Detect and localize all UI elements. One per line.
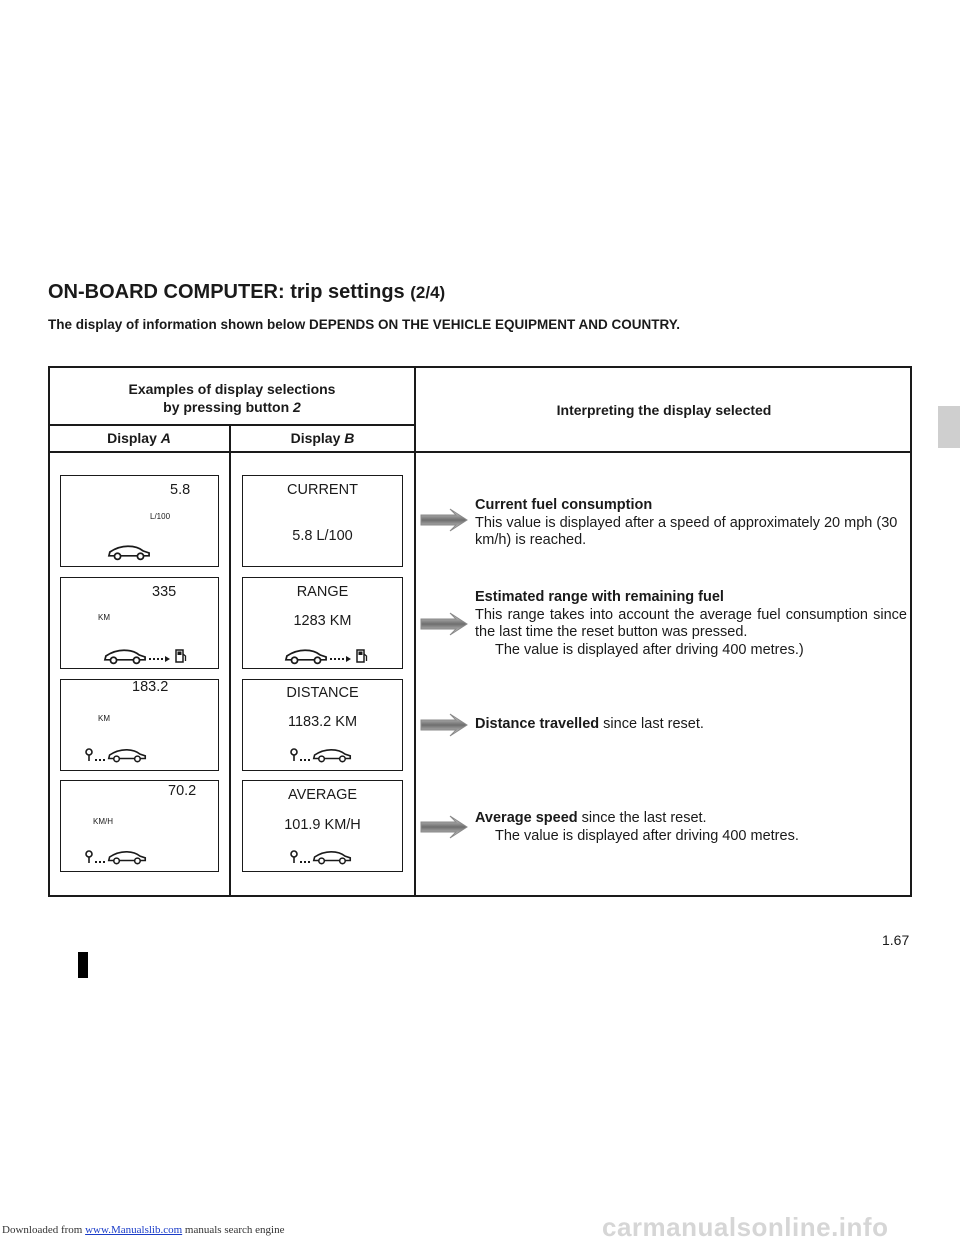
display-b-value: 5.8 L/100 <box>292 528 353 544</box>
watermark: carmanualsonline.info <box>602 1212 889 1242</box>
table-divider <box>48 424 415 426</box>
display-b-label: Display <box>290 430 341 446</box>
footer-prefix: Downloaded from <box>2 1224 86 1236</box>
pin-to-car-icon <box>290 848 352 866</box>
display-a-value: 5.8 <box>170 482 191 498</box>
display-b-value: 101.9 KM/H <box>284 817 361 833</box>
display-a-value: 183.2 <box>132 679 169 695</box>
display-b-title: RANGE <box>296 584 349 600</box>
description-distance <box>475 716 907 734</box>
pin-to-car-icon <box>85 848 147 866</box>
arrow-icon <box>420 508 468 532</box>
description-title: Average speed <box>475 810 578 826</box>
display-a-unit: KM <box>98 613 110 622</box>
display-b-value: 1183.2 KM <box>287 714 358 730</box>
display-a-header <box>49 430 229 446</box>
description-range <box>475 589 907 659</box>
display-b-letter: B <box>344 430 355 446</box>
arrow-icon <box>420 713 468 737</box>
manualslib-link[interactable]: www.Manualslib.com <box>85 1224 183 1236</box>
display-a-value: 335 <box>152 584 177 600</box>
footer-tagline: manuals search engine <box>182 1224 285 1236</box>
display-b-title: AVERAGE <box>287 787 358 803</box>
examples-header <box>49 380 415 416</box>
page-indicator: (2/4) <box>410 283 446 302</box>
display-b-value: 1283 KM <box>293 613 352 629</box>
description-title: Current fuel consumption <box>475 497 653 513</box>
page-number: 1.67 <box>882 932 910 948</box>
pin-to-car-icon <box>290 746 352 764</box>
arrow-icon <box>420 815 468 839</box>
description-average <box>475 810 907 845</box>
title-text: ON-BOARD COMPUTER: trip settings <box>48 281 405 303</box>
display-a-unit: L/100 <box>150 512 171 521</box>
display-a-value: 70.2 <box>168 783 197 799</box>
display-b-title: CURRENT <box>287 482 358 498</box>
description-text: This value is displayed after a speed of approximately 20 mph (30 km/h) is reached. <box>475 514 898 548</box>
page-title <box>48 281 445 304</box>
arrow-icon <box>420 612 468 636</box>
display-a-label: Display <box>107 430 157 446</box>
subtitle: The display of information shown below DEPENDS ON THE VEHICLE EQUIPMENT AND COUNTRY. <box>48 317 681 332</box>
pin-to-car-icon <box>85 746 147 764</box>
download-footer <box>2 1224 284 1236</box>
examples-header-line2 <box>49 398 415 416</box>
display-b-title: DISTANCE <box>286 685 359 701</box>
description-note: The value is displayed after driving 400 metres. <box>495 827 799 844</box>
display-a-unit: KM/H <box>93 817 113 826</box>
display-b-header <box>231 430 414 446</box>
description-note: The value is displayed after driving 400 metres.) <box>495 641 804 658</box>
table-divider <box>229 425 231 897</box>
display-a-letter: A <box>160 430 171 446</box>
section-marker <box>78 952 88 978</box>
description-current <box>475 497 907 550</box>
table-divider <box>48 451 912 453</box>
examples-header-line1: Examples of display selections <box>128 381 336 397</box>
table-divider <box>414 366 416 897</box>
display-a-unit: KM <box>98 714 110 723</box>
car-icon <box>107 543 151 561</box>
description-text: since the last reset. <box>577 810 707 826</box>
description-title: Estimated range with remaining fuel <box>475 589 724 605</box>
examples-header-line2-text: by pressing button <box>163 399 290 415</box>
chapter-tab <box>938 406 960 448</box>
interpret-header: Interpreting the display selected <box>556 402 772 418</box>
car-to-fuel-icon <box>284 647 372 665</box>
button-number: 2 <box>293 399 301 415</box>
description-text: since last reset. <box>599 716 704 732</box>
description-title: Distance travelled <box>475 716 600 732</box>
car-to-fuel-icon <box>103 647 191 665</box>
description-text: This range takes into account the average fuel consumption since the last time the reset button was pressed. <box>475 606 907 640</box>
